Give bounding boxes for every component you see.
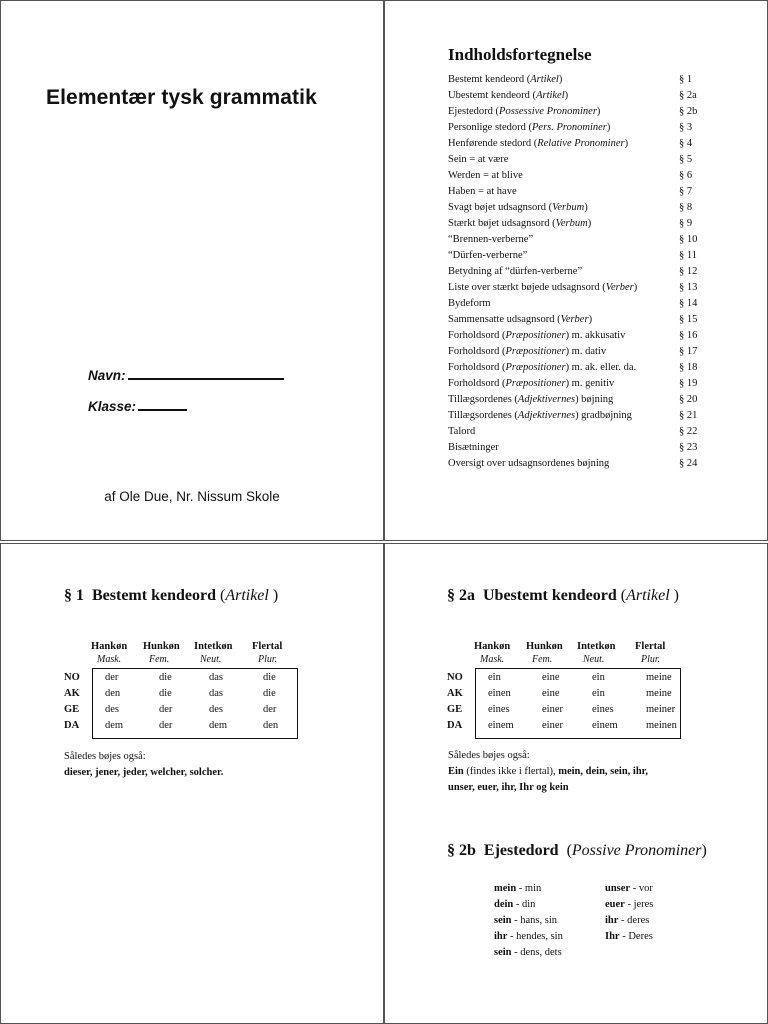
toc-item-section: § 15 [679, 314, 698, 325]
pronoun-item [494, 915, 557, 926]
column-subheader: Mask. [480, 654, 505, 665]
section-2a-also-label: Således bøjes også: [448, 750, 530, 761]
table-cell: den [263, 720, 279, 731]
toc-item [448, 376, 708, 392]
table-cell: die [263, 672, 276, 683]
toc-item-section: § 3 [679, 122, 693, 133]
section-1-heading: Bestemt kendeord [92, 587, 216, 604]
table-cell: des [105, 704, 119, 715]
pronoun-item [494, 883, 541, 894]
toc-list [448, 72, 708, 472]
case-label: GE [447, 704, 463, 715]
table-cell: einem [592, 720, 618, 731]
toc-item-text: Forholdsord (Præpositioner) m. akkusativ [448, 330, 626, 341]
table-cell: des [209, 704, 223, 715]
toc-item-section: § 11 [679, 250, 697, 261]
toc-item-text: Haben = at have [448, 186, 517, 197]
toc-item [448, 248, 708, 264]
case-label: AK [447, 688, 463, 699]
pronoun-danish: - deres [618, 915, 650, 926]
pronoun-german: Ihr [605, 931, 620, 942]
column-subheader: Neut. [583, 654, 605, 665]
table-cell: der [263, 704, 277, 715]
table-cell: der [105, 672, 119, 683]
author-credit: af Ole Due, Nr. Nissum Skole [104, 489, 280, 504]
pronoun-danish: - dens, dets [511, 947, 562, 958]
toc-item-section: § 23 [679, 442, 698, 453]
toc-item [448, 72, 708, 88]
pronoun-item [494, 899, 535, 910]
toc-item-text: Betydning af “dürfen-verberne” [448, 266, 583, 277]
column-header: Flertal [252, 641, 283, 652]
toc-item-section: § 4 [679, 138, 693, 149]
toc-item-section: § 2b [679, 106, 698, 117]
toc-item-section: § 22 [679, 426, 698, 437]
pronoun-danish: - Deres [619, 931, 653, 942]
table-cell: eine [542, 688, 560, 699]
table-cell: einer [542, 720, 563, 731]
toc-item [448, 152, 708, 168]
toc-item [448, 136, 708, 152]
table-cell: meinen [646, 720, 677, 731]
class-underline [138, 397, 187, 411]
class-field [88, 397, 187, 416]
table-cell: einem [488, 720, 514, 731]
section-2a-title: § 2a Ubestemt kendeord (Artikel ) [447, 587, 679, 604]
cover-title: Elementær tysk grammatik [46, 86, 317, 109]
toc-item [448, 312, 708, 328]
pronoun-item [605, 915, 649, 926]
case-label: NO [64, 672, 80, 683]
section-2a-subtitle: Artikel [626, 587, 670, 604]
toc-item-section: § 10 [679, 234, 698, 245]
pronoun-danish: - jeres [624, 899, 654, 910]
toc-item-section: § 5 [679, 154, 693, 165]
table-cell: ein [592, 688, 605, 699]
page-frame-section-1 [0, 543, 385, 1024]
table-cell: meiner [646, 704, 676, 715]
page-frame-section-2 [383, 543, 768, 1024]
pronoun-german: ihr [494, 931, 508, 942]
section-1-also-words: dieser, jener, jeder, welcher, solcher. [64, 767, 224, 778]
column-subheader: Fem. [532, 654, 553, 665]
page-frame-cover [0, 0, 385, 541]
toc-item-text: Sein = at være [448, 154, 509, 165]
table-cell: eines [488, 704, 510, 715]
pronoun-item [494, 931, 563, 942]
toc-item-text: “Dürfen-verberne” [448, 250, 528, 261]
column-subheader: Neut. [200, 654, 222, 665]
class-label: Klasse: [88, 399, 137, 414]
pronoun-item [605, 883, 653, 894]
toc-item-section: § 9 [679, 218, 693, 229]
toc-item [448, 408, 708, 424]
table-cell: einer [542, 704, 563, 715]
toc-item [448, 456, 708, 472]
column-header: Intetkøn [577, 641, 616, 652]
toc-item-section: § 14 [679, 298, 698, 309]
table-cell: die [159, 688, 172, 699]
table-cell: das [209, 688, 223, 699]
section-1-title: § 1 Bestemt kendeord (Artikel ) [64, 587, 279, 604]
toc-item-text: Personlige stedord (Pers. Pronominer) [448, 122, 611, 133]
toc-item [448, 184, 708, 200]
toc-item-text: Bestemt kendeord (Artikel) [448, 74, 563, 85]
table-cell: der [159, 720, 173, 731]
toc-item [448, 88, 708, 104]
toc-item [448, 328, 708, 344]
table-cell: das [209, 672, 223, 683]
toc-item-text: Forholdsord (Præpositioner) m. dativ [448, 346, 607, 357]
toc-item-section: § 7 [679, 186, 693, 197]
toc-item [448, 232, 708, 248]
column-header: Hunkøn [143, 641, 180, 652]
section-2a-also-line-2: unser, euer, ihr, Ihr og kein [448, 782, 569, 793]
toc-item [448, 392, 708, 408]
pronoun-danish: - hendes, sin [507, 931, 563, 942]
toc-item-section: § 13 [679, 282, 698, 293]
toc-item-text: Tillægsordenes (Adjektivernes) bøjning [448, 394, 614, 405]
table-cell: die [159, 672, 172, 683]
pronoun-german: sein [494, 915, 512, 926]
toc-item-text: Werden = at blive [448, 170, 523, 181]
toc-title: Indholdsfortegnelse [448, 45, 592, 64]
table-cell: eines [592, 704, 614, 715]
table-cell: einen [488, 688, 511, 699]
toc-item [448, 344, 708, 360]
toc-item [448, 360, 708, 376]
case-label: AK [64, 688, 80, 699]
pronoun-item [605, 899, 653, 910]
pronoun-danish: - hans, sin [511, 915, 558, 926]
column-header: Flertal [635, 641, 666, 652]
toc-item [448, 440, 708, 456]
table-cell: eine [542, 672, 560, 683]
column-subheader: Plur. [258, 654, 278, 665]
toc-item-section: § 1 [679, 74, 693, 85]
section-2a-heading: Ubestemt kendeord [483, 587, 617, 604]
table-cell: dem [105, 720, 124, 731]
section-2a-number: § 2a [447, 587, 475, 604]
toc-item-text: Talord [448, 426, 476, 437]
toc-item-text: Ejestedord (Possessive Pronominer) [448, 106, 601, 117]
toc-item-text: Oversigt over udsagnsordenes bøjning [448, 458, 610, 469]
table-cell: meine [646, 688, 672, 699]
toc-item-text: Bisætninger [448, 442, 499, 453]
table-cell: der [159, 704, 173, 715]
toc-item [448, 264, 708, 280]
toc-item-section: § 8 [679, 202, 693, 213]
pronoun-german: mein [494, 883, 517, 894]
toc-item [448, 216, 708, 232]
toc-item-text: Sammensatte udsagnsord (Verber) [448, 314, 593, 325]
table-cell: den [105, 688, 121, 699]
section-1-also-label: Således bøjes også: [64, 751, 146, 762]
column-header: Intetkøn [194, 641, 233, 652]
table-cell: ein [488, 672, 501, 683]
toc-item-section: § 18 [679, 362, 698, 373]
section-1-subtitle: Artikel [225, 587, 269, 604]
toc-item-section: § 20 [679, 394, 698, 405]
toc-item-section: § 21 [679, 410, 698, 421]
toc-item-section: § 2a [679, 90, 697, 101]
toc-item [448, 104, 708, 120]
column-subheader: Plur. [641, 654, 661, 665]
toc-item [448, 200, 708, 216]
section-2a-also-line-1: Ein (findes ikke i flertal), mein, dein, sein, ihr, [448, 766, 648, 777]
pronoun-item [605, 931, 653, 942]
name-underline [128, 366, 284, 380]
pronoun-danish: - min [516, 883, 542, 894]
table-cell: meine [646, 672, 672, 683]
pronoun-german: ihr [605, 915, 619, 926]
toc-item [448, 296, 708, 312]
name-field [88, 366, 284, 385]
toc-item [448, 120, 708, 136]
section-1-number: § 1 [64, 587, 84, 604]
case-label: GE [64, 704, 80, 715]
column-header: Hunkøn [526, 641, 563, 652]
pronoun-german: euer [605, 899, 625, 910]
pronoun-danish: - vor [630, 883, 653, 894]
toc-item-text: Svagt bøjet udsagnsord (Verbum) [448, 202, 588, 213]
toc-item-text: Henførende stedord (Relative Pronominer) [448, 138, 629, 149]
toc-item-text: Tillægsordenes (Adjektivernes) gradbøjning [448, 410, 632, 421]
case-label: DA [447, 720, 463, 731]
toc-item-text: Forholdsord (Præpositioner) m. genitiv [448, 378, 615, 389]
toc-item [448, 424, 708, 440]
pronoun-danish: - din [513, 899, 536, 910]
table-cell: dem [209, 720, 228, 731]
column-subheader: Fem. [149, 654, 170, 665]
table-cell: die [263, 688, 276, 699]
section-2b-subtitle: Possive Pronominer [571, 842, 702, 859]
pronoun-german: dein [494, 899, 514, 910]
pronoun-item [494, 947, 562, 958]
table-cell: ein [592, 672, 605, 683]
toc-item-section: § 16 [679, 330, 698, 341]
toc-item-text: Stærkt bøjet udsagnsord (Verbum) [448, 218, 592, 229]
toc-item [448, 280, 708, 296]
toc-item-section: § 19 [679, 378, 698, 389]
toc-item-text: Liste over stærkt bøjede udsagnsord (Verber) [448, 282, 638, 293]
toc-item-section: § 6 [679, 170, 693, 181]
toc-item [448, 168, 708, 184]
toc-item-section: § 24 [679, 458, 698, 469]
toc-item-text: Forholdsord (Præpositioner) m. ak. eller. da. [448, 362, 637, 373]
section-2b-number: § 2b [447, 842, 476, 859]
toc-item-text: Bydeform [448, 298, 491, 309]
toc-item-text: Ubestemt kendeord (Artikel) [448, 90, 569, 101]
section-2b-title: § 2b Ejestedord (Possive Pronominer) [447, 842, 707, 859]
column-subheader: Mask. [97, 654, 122, 665]
toc-item-section: § 12 [679, 266, 698, 277]
pronoun-german: unser [605, 883, 631, 894]
name-label: Navn: [88, 368, 126, 383]
column-header: Hankøn [91, 641, 128, 652]
case-label: NO [447, 672, 463, 683]
case-label: DA [64, 720, 80, 731]
section-2b-heading: Ejestedord [483, 842, 559, 859]
pronoun-german: sein [494, 947, 512, 958]
toc-item-section: § 17 [679, 346, 698, 357]
toc-item-text: “Brennen-verberne” [448, 234, 534, 245]
column-header: Hankøn [474, 641, 511, 652]
